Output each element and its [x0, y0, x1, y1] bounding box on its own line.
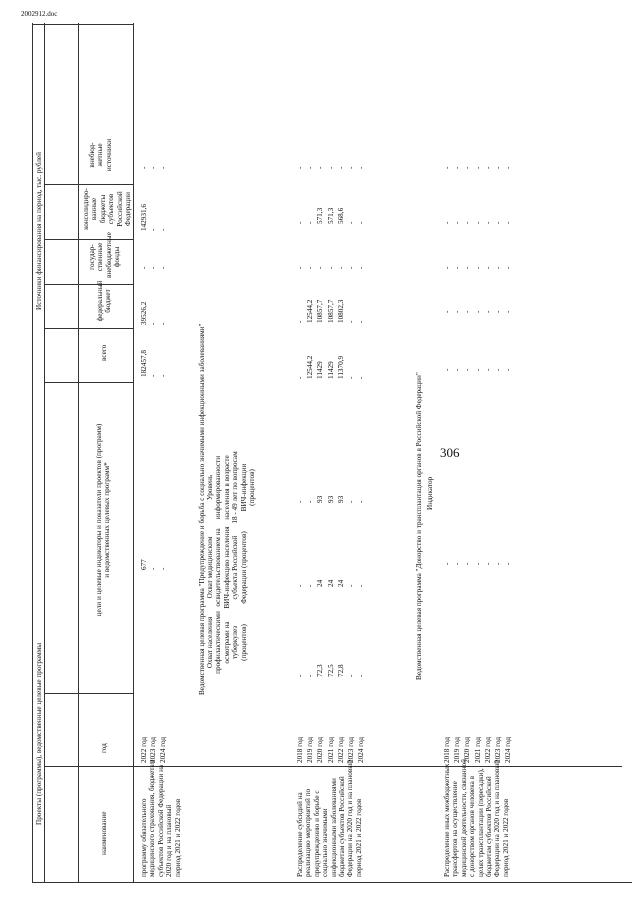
document-file-name: 2002912.doc — [21, 10, 58, 18]
row-offbudget: - — [453, 166, 462, 169]
row-indicator: 24 — [336, 579, 345, 587]
row-indicator: - — [463, 562, 472, 565]
header-consolidated: бюджеты — [98, 194, 107, 224]
header-state-funds: ственные — [96, 242, 105, 272]
row-state: - — [336, 266, 345, 269]
row-federal: - — [347, 320, 355, 323]
header-sources-group: Источники финансирования на период, тыс. рублей — [35, 152, 43, 310]
row-consolidated: - — [306, 221, 315, 224]
row-total: 182457,8 — [140, 350, 148, 377]
indicator-header: освидетельствованием на — [214, 528, 223, 607]
row-year: 2024 год — [357, 737, 366, 763]
row-year: 2020 год — [316, 737, 325, 763]
row-consolidated: - — [473, 221, 482, 224]
indicator-header: ВИЧ-инфекции — [239, 463, 248, 512]
block1-name: 2020 год и на плановый — [165, 804, 174, 877]
row-consolidated: - — [443, 221, 451, 224]
header-federal: бюджет — [104, 289, 113, 313]
row-federal: - — [473, 310, 482, 313]
program2-name: трансфертов на осуществление — [451, 781, 460, 877]
row-state: - — [494, 266, 502, 269]
row-year: 2023 год — [347, 737, 355, 763]
indicator-header: информированности — [214, 455, 223, 520]
header-consolidated: консолидиро- — [82, 188, 90, 230]
indicator-header: Охват населения — [206, 616, 214, 669]
row-consolidated: - — [357, 221, 366, 224]
header-offbudget: жетные — [96, 143, 105, 167]
header-state-funds: фонды — [113, 246, 122, 268]
row-indicator: - — [453, 562, 462, 565]
row-total: - — [494, 368, 502, 371]
row-state: - — [158, 266, 167, 269]
row-consolidated: - — [296, 221, 304, 224]
table-rule — [78, 23, 79, 883]
program2-indicator-label: Индикатор — [426, 476, 434, 510]
row-year: 2019 год — [453, 737, 462, 763]
program1-name: инфекционными заболеваниями — [329, 778, 338, 877]
program1-name: период 2021 и 2022 годов — [354, 798, 363, 877]
header-consolidated: Российской — [115, 191, 124, 227]
row-federal: - — [453, 310, 462, 313]
row-total: - — [347, 376, 355, 379]
indicator-header: ВИЧ-инфекцию населения — [222, 526, 231, 609]
row-consolidated: - — [494, 221, 502, 224]
row-year: 2023 год — [149, 737, 158, 763]
row-indicator: - — [473, 562, 482, 565]
row-offbudget: - — [306, 166, 315, 169]
program2-name: период 2021 и 2022 годов — [501, 798, 510, 877]
row-state: - — [316, 266, 325, 269]
row-total: - — [463, 368, 472, 371]
row-indicator: 24 — [326, 579, 335, 587]
program1-name: Распределение субсидий на — [296, 792, 304, 877]
row-federal: - — [494, 310, 502, 313]
row-year: 2021 год — [326, 737, 335, 763]
row-state: - — [473, 266, 482, 269]
row-indicator: 93 — [316, 495, 325, 503]
row-year: 2020 год — [463, 737, 472, 763]
row-state: - — [347, 266, 355, 269]
row-year: 2022 год — [483, 737, 492, 763]
row-year: 2024 год — [504, 737, 513, 763]
header-total: всего — [100, 344, 108, 361]
row-year: 2022 год — [336, 737, 345, 763]
row-total: - — [158, 374, 167, 377]
row-indicator: 72,5 — [326, 664, 335, 677]
row-consolidated: - — [504, 221, 513, 224]
row-consolidated: - — [453, 221, 462, 224]
header-state-funds: государ- — [88, 244, 96, 270]
row-consolidated: - — [158, 228, 167, 231]
row-state: - — [326, 266, 335, 269]
indicator-header: субъекта Российской — [231, 535, 240, 600]
row-indicator: - — [483, 562, 492, 565]
row-year: 2021 год — [473, 737, 482, 763]
header-state-funds: внебюджетные — [104, 232, 113, 278]
table-rule — [32, 23, 33, 883]
row-offbudget: - — [357, 166, 366, 169]
row-federal: - — [463, 310, 472, 313]
row-federal: 12544,2 — [306, 299, 315, 323]
row-total: 11429 — [326, 361, 335, 379]
table-rule — [32, 882, 632, 883]
row-offbudget: - — [316, 166, 325, 169]
row-offbudget: - — [149, 166, 158, 169]
row-consolidated: 142931,6 — [140, 204, 148, 231]
row-state: - — [443, 266, 451, 269]
page-number: 306 — [440, 445, 460, 460]
table-rule — [44, 693, 133, 694]
row-federal: 10857,7 — [316, 299, 325, 323]
row-offbudget: - — [336, 166, 345, 169]
row-offbudget: - — [443, 166, 451, 169]
row-state: - — [504, 266, 513, 269]
row-indicator: 93 — [326, 495, 335, 503]
row-indicator: 24 — [316, 579, 325, 587]
row-indicator: - — [504, 562, 513, 565]
program2-name: Федерации на 2020 год и на плановый — [493, 760, 502, 877]
row-offbudget: - — [463, 166, 472, 169]
row-offbudget: - — [326, 166, 335, 169]
row-federal: - — [504, 310, 513, 313]
row-total: - — [149, 374, 158, 377]
header-projects-group: Проекты (программы), ведомственные целевые программы — [35, 642, 43, 825]
row-state: - — [463, 266, 472, 269]
row-offbudget: - — [494, 166, 502, 169]
indicator-header: 18 - 49 лет по вопросам — [231, 451, 240, 524]
row-total: 11370,9 — [336, 355, 345, 379]
row-indicator: 72,3 — [316, 664, 325, 677]
row-offbudget: - — [504, 166, 513, 169]
indicator-header: населения в возрасте — [222, 455, 231, 520]
row-year: 2024 год — [158, 737, 167, 763]
row-indicator: - — [158, 567, 167, 570]
row-indicator: - — [494, 562, 502, 565]
row-total: - — [357, 376, 366, 379]
row-year: 2022 год — [140, 737, 148, 763]
row-federal: - — [443, 310, 451, 313]
table-rule — [44, 284, 133, 285]
row-federal: - — [296, 320, 304, 323]
program1-name: Федерации на 2020 год и на плановый — [346, 760, 355, 877]
block1-name: субъектов Российской Федерации на — [156, 764, 165, 877]
program2-name: целях трансплантации (пересадки), — [476, 768, 485, 877]
table-rule — [32, 24, 133, 25]
row-offbudget: - — [347, 166, 355, 169]
row-total: 11429 — [316, 361, 325, 379]
row-indicator: - — [306, 674, 315, 677]
table-rule — [44, 766, 622, 767]
row-consolidated: - — [347, 221, 355, 224]
row-indicator: - — [296, 584, 304, 587]
row-state: - — [140, 266, 148, 269]
block1-name: период 2021 и 2022 годов — [173, 798, 182, 877]
row-indicator: - — [357, 500, 366, 503]
row-federal: 10802,3 — [336, 299, 345, 323]
row-indicator: 72,8 — [336, 664, 345, 677]
row-total: 12544,2 — [306, 355, 315, 379]
row-year: 2018 год — [443, 737, 451, 763]
header-goals: цели и целевые индикаторы и показатели проектов (программ) — [95, 423, 103, 617]
block1-name: медицинского страхования, бюджетам — [148, 759, 157, 877]
table-rule — [133, 23, 134, 883]
indicator-header: Уровень — [206, 474, 214, 501]
row-indicator: - — [296, 500, 304, 503]
program1-title: Ведомственная целевая программа "Предупреждение и борьба с социально значимыми инфекционными заболеваниями" — [198, 323, 206, 695]
row-state: - — [296, 266, 304, 269]
row-indicator: - — [357, 674, 366, 677]
indicator-header: осмотрами на — [222, 621, 231, 664]
header-offbudget: внебюд- — [88, 142, 96, 168]
row-indicator: - — [357, 584, 366, 587]
row-year: 2023 год — [494, 737, 502, 763]
row-federal: 39526,2 — [140, 301, 148, 325]
indicator-header: (процентов) — [239, 624, 248, 661]
row-federal: - — [357, 320, 366, 323]
header-offbudget: источники — [104, 138, 113, 172]
row-indicator: - — [296, 674, 304, 677]
row-total: - — [504, 368, 513, 371]
program1-name: социально значимыми — [321, 808, 330, 877]
row-federal: - — [158, 322, 167, 325]
row-consolidated: - — [483, 221, 492, 224]
header-goals: и ведомственных целевых программ* — [103, 462, 112, 578]
row-indicator: - — [443, 562, 451, 565]
row-offbudget: - — [296, 166, 304, 169]
row-consolidated: - — [463, 221, 472, 224]
row-offbudget: - — [483, 166, 492, 169]
row-indicator: - — [347, 674, 355, 677]
indicator-header: (процентов) — [248, 469, 256, 506]
program2-title: Ведомственная целевая программа "Донорство и трансплантация органов в Российской Федерации" — [415, 372, 423, 680]
indicator-header: профилактическими — [214, 611, 223, 674]
row-total: - — [296, 376, 304, 379]
row-offbudget: - — [158, 166, 167, 169]
table-rule — [44, 382, 133, 383]
row-offbudget: - — [140, 166, 148, 169]
indicator-header: Охват медицинским — [206, 536, 214, 599]
table-rule — [44, 23, 45, 883]
row-year: 2018 год — [296, 737, 304, 763]
block1-name: программу обязательного — [140, 798, 148, 877]
row-state: - — [149, 266, 158, 269]
row-indicator: - — [149, 567, 158, 570]
row-consolidated: - — [149, 228, 158, 231]
program1-name: реализацию мероприятий по — [304, 788, 313, 877]
header-consolidated: Федерации — [124, 192, 132, 226]
row-total: - — [453, 368, 462, 371]
program2-name: медицинской деятельности, связанной — [459, 759, 468, 877]
row-consolidated: 571,3 — [316, 207, 325, 224]
row-federal: - — [149, 322, 158, 325]
row-indicator: - — [347, 500, 355, 503]
row-federal: - — [483, 310, 492, 313]
row-year: 2019 год — [306, 737, 315, 763]
header-consolidated: субъектов — [107, 193, 116, 225]
header-year: год — [100, 743, 108, 753]
row-state: - — [453, 266, 462, 269]
header-federal: федеральный — [96, 280, 104, 322]
program1-name: предупреждению и борьбе с — [312, 790, 321, 877]
row-total: - — [483, 368, 492, 371]
program1-name: бюджетам субъектов Российской — [338, 776, 346, 877]
row-total: - — [473, 368, 482, 371]
indicator-header: Федерации (процентов) — [239, 531, 248, 604]
program2-name: Распределение иных межбюджетных — [443, 763, 451, 877]
row-total: - — [443, 368, 451, 371]
row-indicator: - — [306, 500, 315, 503]
header-name: наименование — [100, 811, 108, 855]
program2-name: бюджетам субъектов Российской — [485, 776, 493, 877]
row-state: - — [483, 266, 492, 269]
row-consolidated: 568,6 — [336, 207, 345, 224]
row-indicator: 677 — [140, 559, 148, 570]
indicator-header: туберкулез — [231, 625, 240, 660]
row-state: - — [306, 266, 315, 269]
row-indicator: 93 — [336, 495, 345, 503]
row-state: - — [357, 266, 366, 269]
row-offbudget: - — [473, 166, 482, 169]
row-indicator: - — [347, 584, 355, 587]
table-rule — [44, 328, 133, 329]
row-consolidated: 571,3 — [326, 207, 335, 224]
program2-name: с донорством органов человека в — [468, 776, 477, 877]
row-federal: 10857,7 — [326, 299, 335, 323]
row-indicator: - — [306, 584, 315, 587]
header-consolidated: ванные — [90, 197, 99, 221]
